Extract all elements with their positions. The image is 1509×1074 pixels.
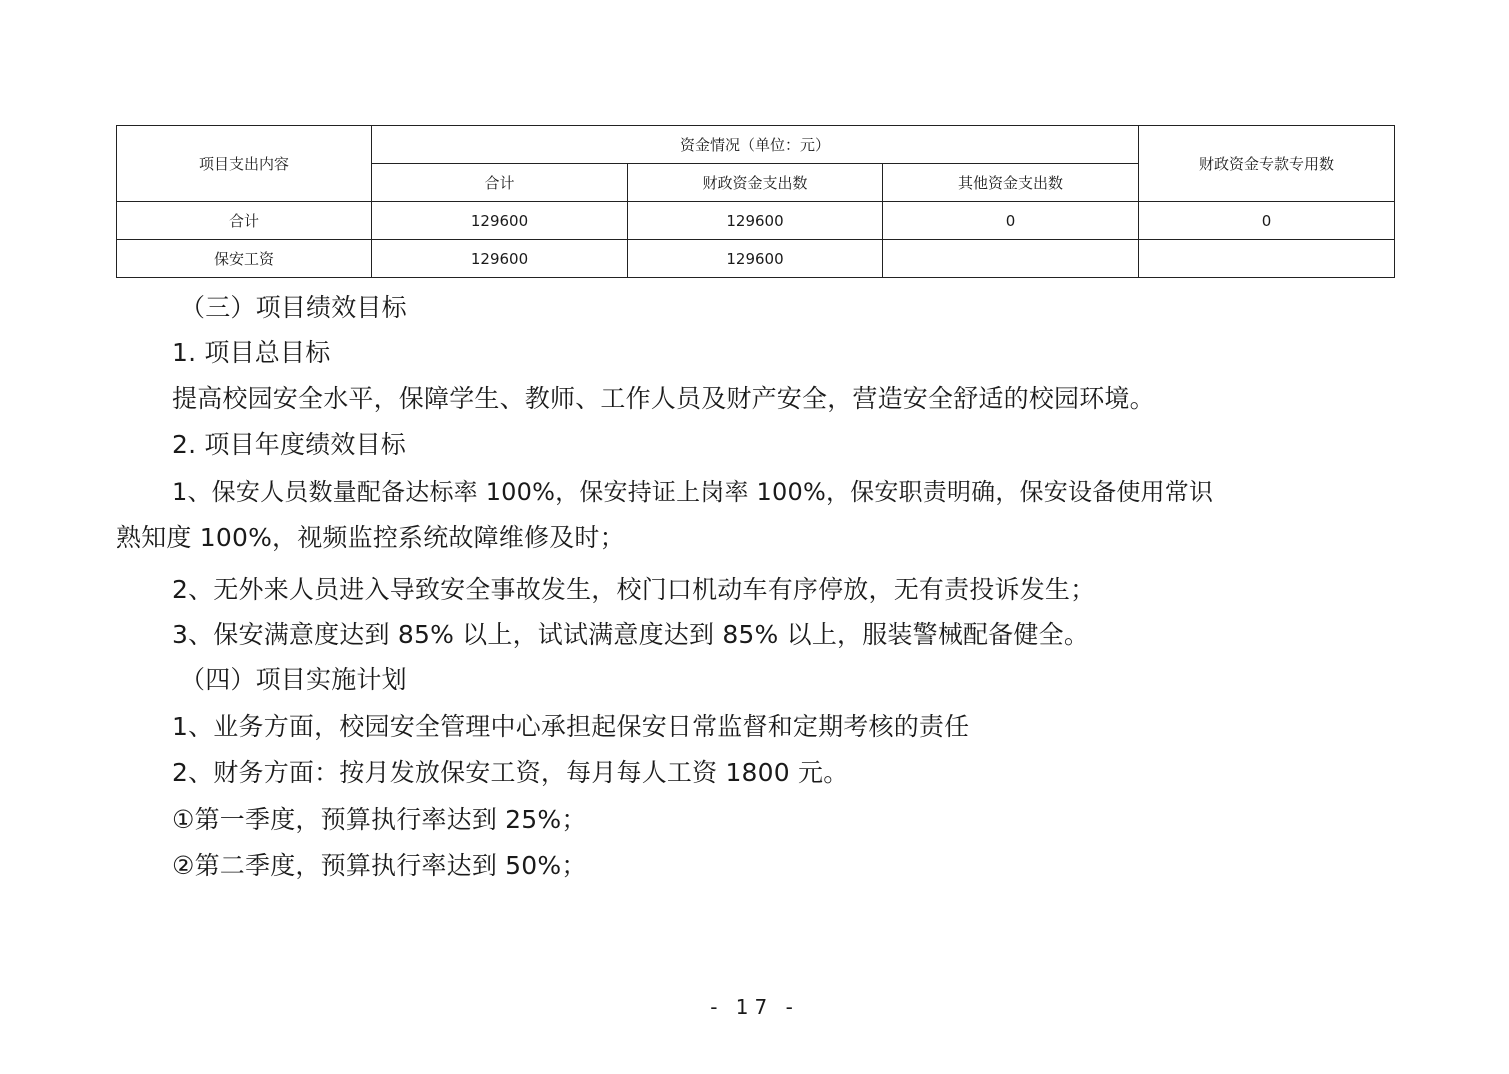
cell-item: 合计 bbox=[117, 202, 372, 240]
plan-item-2: 2、财务方面：按月发放保安工资，每月每人工资 1800 元。 bbox=[172, 758, 849, 787]
cell-fiscal: 129600 bbox=[628, 240, 883, 278]
cell-special bbox=[1139, 240, 1395, 278]
header-total: 合计 bbox=[372, 164, 628, 202]
goal-text: 提高校园安全水平，保障学生、教师、工作人员及财产安全，营造安全舒适的校园环境。 bbox=[172, 384, 1155, 413]
cell-other: 0 bbox=[883, 202, 1139, 240]
cell-total: 129600 bbox=[372, 240, 628, 278]
annual-heading: 2. 项目年度绩效目标 bbox=[172, 430, 407, 459]
section4-heading: （四）项目实施计划 bbox=[180, 665, 407, 694]
table-header-row-1 bbox=[117, 126, 1395, 164]
budget-table bbox=[116, 125, 1395, 278]
annual-item-1-line-2: 熟知度 100%，视频监控系统故障维修及时； bbox=[116, 523, 625, 552]
table-row bbox=[117, 202, 1395, 240]
annual-item-2: 2、无外来人员进入导致安全事故发生，校门口机动车有序停放，无有责投诉发生； bbox=[172, 575, 1096, 604]
header-funding-group: 资金情况（单位：元） bbox=[372, 126, 1139, 164]
header-special: 财政资金专款专用数 bbox=[1139, 126, 1395, 202]
plan-item-1: 1、业务方面，校园安全管理中心承担起保安日常监督和定期考核的责任 bbox=[172, 712, 970, 741]
cell-fiscal: 129600 bbox=[628, 202, 883, 240]
cell-item: 保安工资 bbox=[117, 240, 372, 278]
header-fiscal: 财政资金支出数 bbox=[628, 164, 883, 202]
annual-item-3: 3、保安满意度达到 85% 以上，试试满意度达到 85% 以上，服装警械配备健全。 bbox=[172, 620, 1090, 649]
plan-q2: ②第二季度，预算执行率达到 50%； bbox=[172, 851, 587, 880]
plan-q1: ①第一季度，预算执行率达到 25%； bbox=[172, 805, 587, 834]
annual-item-1-line-1: 1、保安人员数量配备达标率 100%，保安持证上岗率 100%，保安职责明确，保安设备使用常识 bbox=[172, 478, 1214, 506]
page-number: - 17 - bbox=[710, 995, 799, 1019]
header-item: 项目支出内容 bbox=[117, 126, 372, 202]
cell-other bbox=[883, 240, 1139, 278]
header-other: 其他资金支出数 bbox=[883, 164, 1139, 202]
section3-heading: （三）项目绩效目标 bbox=[180, 293, 407, 322]
goal-heading: 1. 项目总目标 bbox=[172, 338, 331, 367]
cell-total: 129600 bbox=[372, 202, 628, 240]
table-row bbox=[117, 240, 1395, 278]
cell-special: 0 bbox=[1139, 202, 1395, 240]
